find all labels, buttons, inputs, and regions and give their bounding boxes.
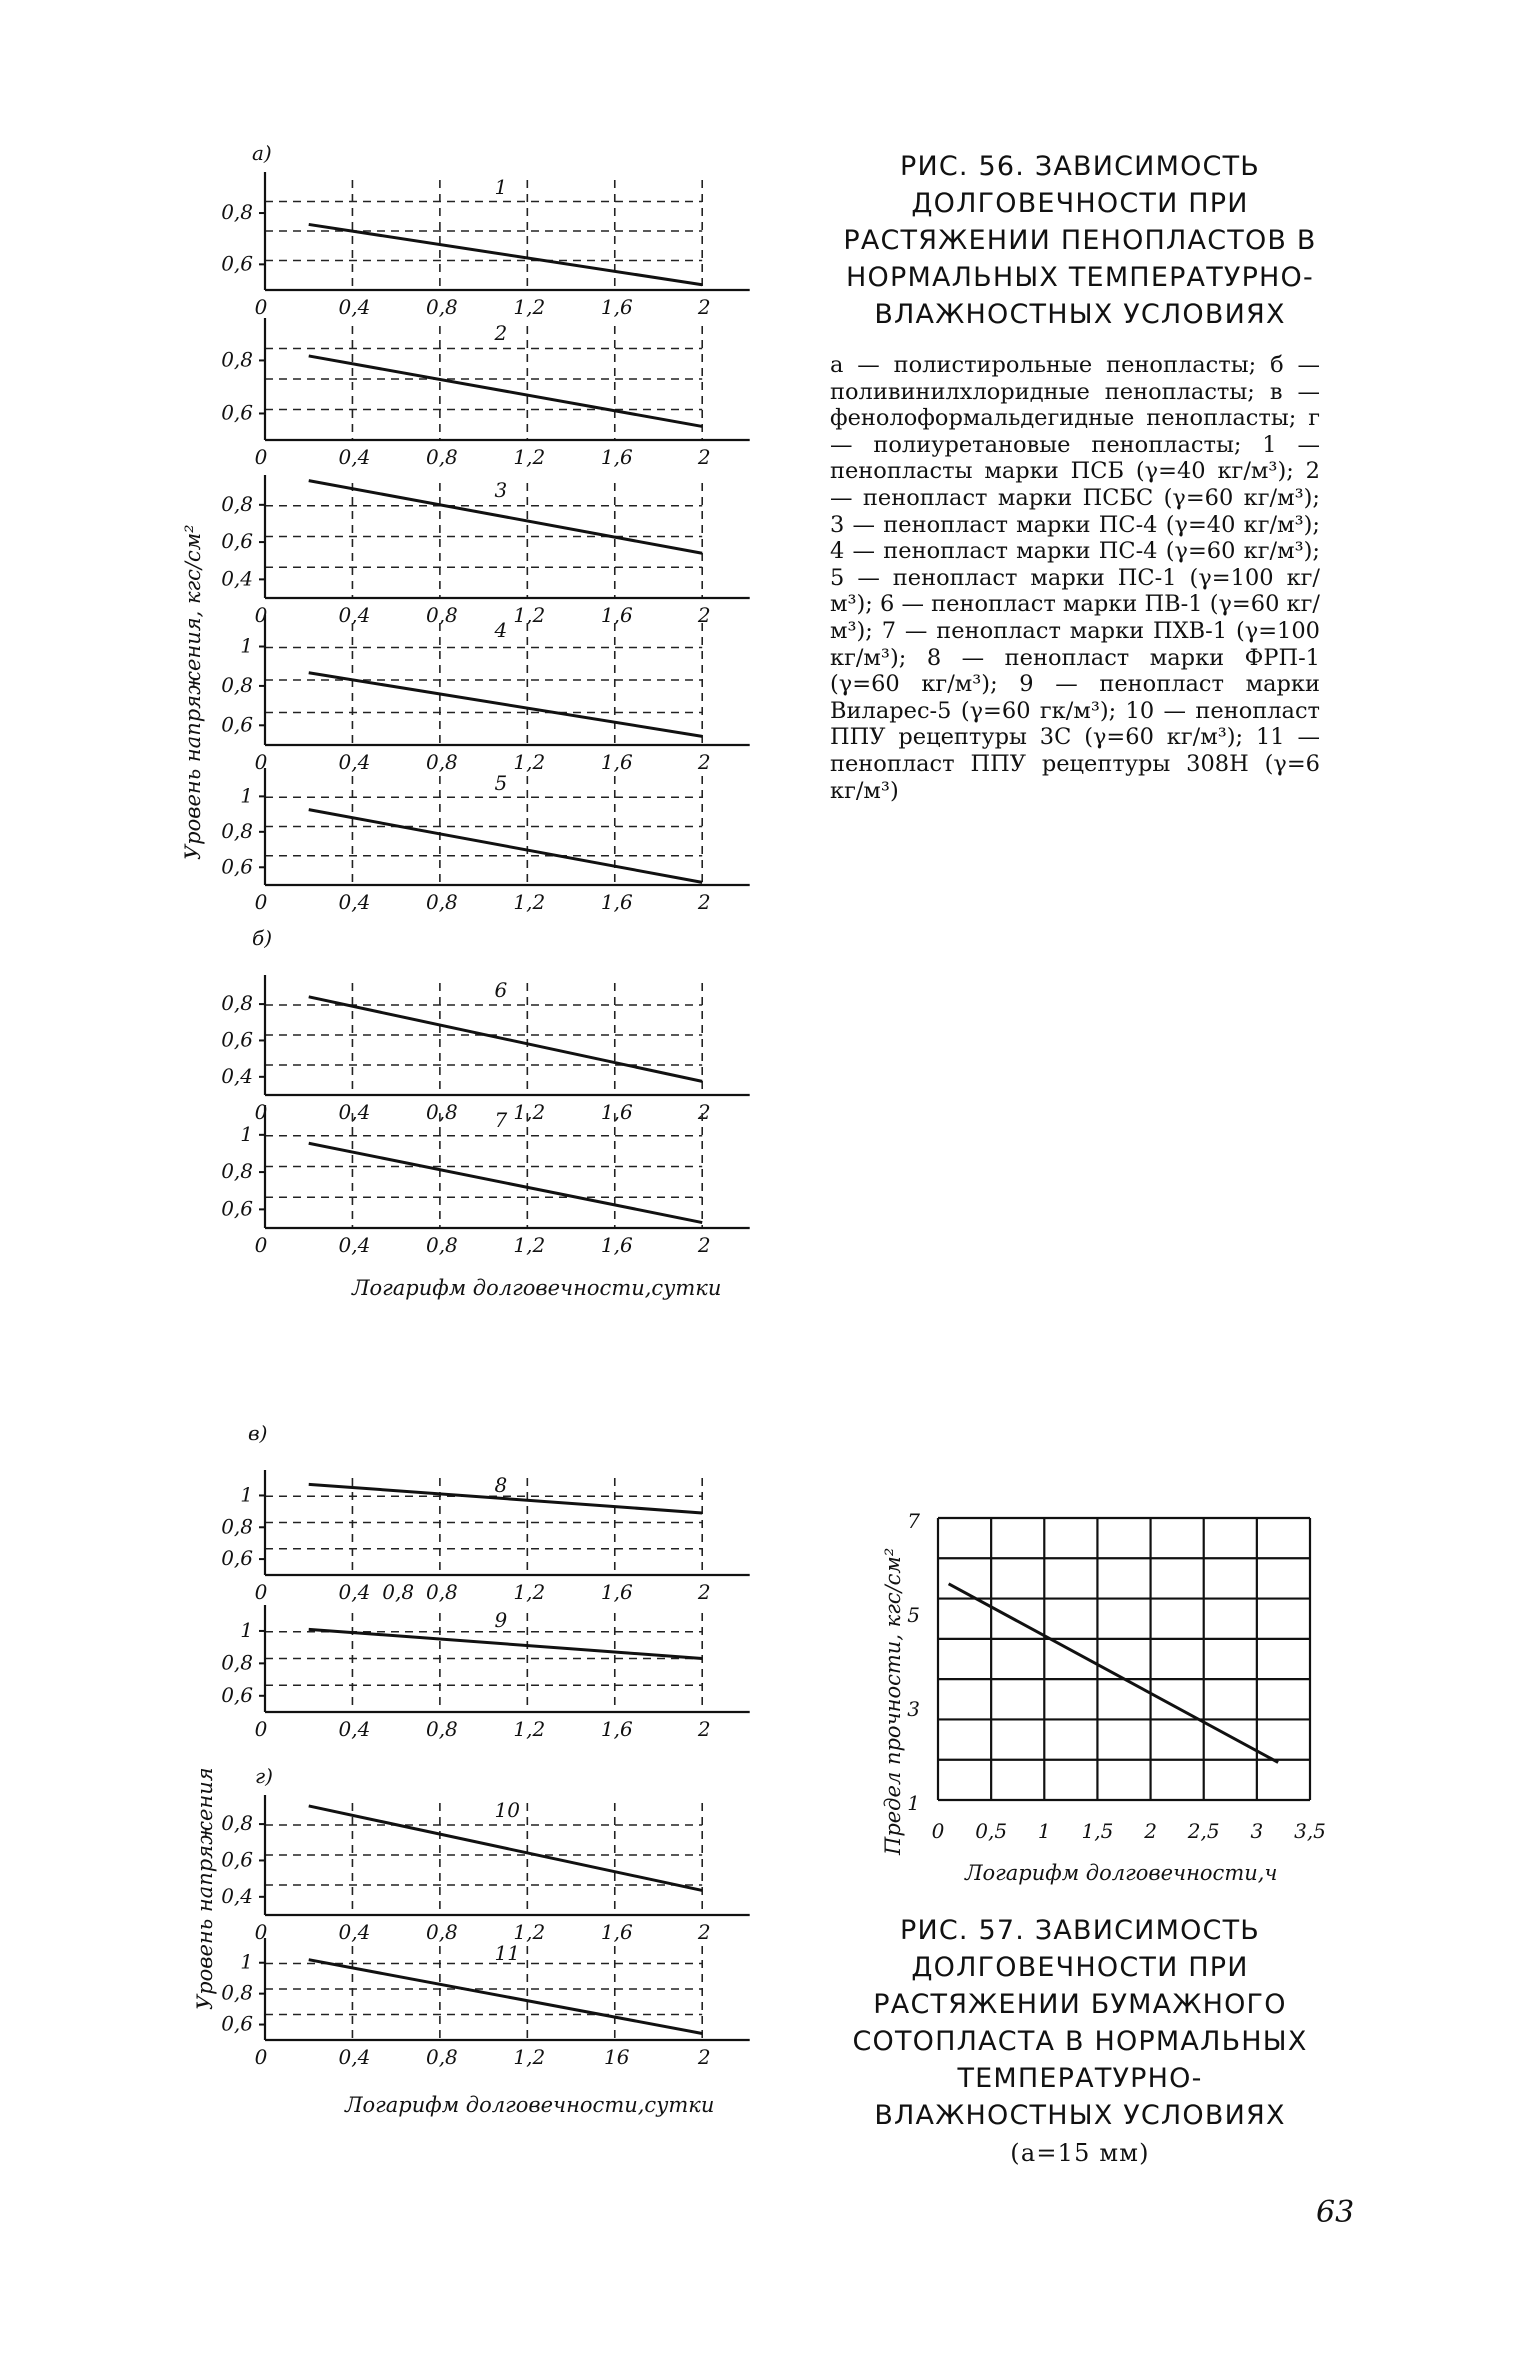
x-tick-label: 0 bbox=[254, 1717, 268, 1741]
fig56-xlabel-ab: Логарифм долговечности,сутки bbox=[352, 1276, 722, 1300]
x-tick-label: 0 bbox=[254, 1100, 268, 1124]
curve-label-11: 11 bbox=[494, 1941, 520, 1965]
chart-4 bbox=[221, 615, 750, 774]
x-tick-label: 1,6 bbox=[600, 1717, 633, 1741]
chart-2 bbox=[221, 318, 750, 469]
chart-5 bbox=[221, 768, 750, 914]
y-tick-label: 0,8 bbox=[221, 1980, 253, 2005]
x-tick-label: 1,6 bbox=[600, 295, 633, 319]
curve-label-8: 8 bbox=[494, 1473, 508, 1497]
x-tick-label: 0,4 bbox=[338, 1920, 371, 1944]
chart-6 bbox=[221, 926, 750, 1124]
y-tick-label: 7 bbox=[907, 1509, 920, 1533]
y-tick-label: 0,6 bbox=[221, 854, 253, 879]
x-tick-label: 2 bbox=[697, 445, 711, 469]
x-tick-label: 0,8 bbox=[425, 445, 458, 469]
series-line-4 bbox=[309, 673, 702, 737]
series-line-1 bbox=[309, 224, 702, 284]
series-line-11 bbox=[309, 1960, 702, 2034]
x-tick-label: 1,2 bbox=[513, 445, 546, 469]
series-line-5 bbox=[309, 810, 702, 883]
x-tick-label: 1,2 bbox=[513, 295, 546, 319]
x-tick-label: 0,8 bbox=[425, 2045, 458, 2069]
y-tick-label: 0,6 bbox=[221, 251, 253, 276]
y-tick-label: 0,8 bbox=[221, 347, 253, 372]
chart-8 bbox=[221, 1421, 750, 1604]
chart-9 bbox=[221, 1605, 750, 1741]
x-tick-label: 2 bbox=[697, 1100, 711, 1124]
curve-label-9: 9 bbox=[494, 1608, 508, 1632]
series-line-7 bbox=[309, 1143, 702, 1222]
fig56-ylabel-ab: Уровень напряжения, кгс/см² bbox=[181, 524, 205, 860]
x-tick-label: 1,2 bbox=[513, 1233, 546, 1257]
y-tick-label: 0,6 bbox=[221, 400, 253, 425]
group-label: а) bbox=[252, 141, 272, 165]
chart-1 bbox=[221, 141, 750, 319]
x-tick-label: 1,5 bbox=[1081, 1819, 1114, 1843]
chart-11 bbox=[221, 1938, 750, 2069]
fig57-caption-text: РИС. 57. ЗАВИСИМОСТЬ ДОЛГОВЕЧНОСТИ ПРИ РАСТЯЖЕНИИ БУМАЖНОГО СОТОПЛАСТА В НОРМАЛЬНЫХ ТЕМПЕРАТУРНО-ВЛАЖНОСТНЫХ УСЛОВИЯХ bbox=[852, 1915, 1308, 2131]
y-tick-label: 3 bbox=[907, 1697, 920, 1721]
y-tick-label: 0,4 bbox=[221, 1063, 253, 1088]
chart-7 bbox=[221, 1105, 750, 1257]
x-tick-label: 0,8 bbox=[425, 890, 458, 914]
group-label: б) bbox=[252, 926, 273, 950]
y-tick-label: 0,8 bbox=[221, 818, 253, 843]
y-tick-label: 0,8 bbox=[221, 672, 253, 697]
x-tick-label: 0,4 bbox=[338, 445, 371, 469]
x-tick-label: 0 bbox=[254, 445, 268, 469]
curve-label-6: 6 bbox=[494, 978, 508, 1002]
group-label: г) bbox=[255, 1764, 273, 1788]
y-tick-label: 1 bbox=[240, 633, 253, 658]
x-tick-label: 0 bbox=[931, 1819, 945, 1843]
curve-label-7: 7 bbox=[494, 1108, 508, 1132]
x-tick-label: 1,2 bbox=[513, 1717, 546, 1741]
x-tick-label: 1,2 bbox=[513, 603, 546, 627]
x-tick-label: 1,6 bbox=[600, 1233, 633, 1257]
y-tick-label: 0,6 bbox=[221, 1847, 253, 1872]
x-tick-label: 0 bbox=[254, 295, 268, 319]
x-tick-label: 0,4 bbox=[338, 295, 371, 319]
x-tick-label: 0,8 bbox=[425, 295, 458, 319]
chart-10 bbox=[221, 1764, 750, 1944]
x-tick-label: 0 bbox=[254, 1920, 268, 1944]
x-tick-label: 0,8 bbox=[382, 1580, 415, 1604]
y-tick-label: 0,6 bbox=[221, 1546, 253, 1571]
y-tick-label: 0,8 bbox=[221, 491, 253, 516]
x-tick-label: 0,8 bbox=[425, 1100, 458, 1124]
curve-label-2: 2 bbox=[494, 321, 508, 345]
y-tick-label: 1 bbox=[907, 1791, 920, 1815]
x-tick-label: 1,6 bbox=[600, 1580, 633, 1604]
y-tick-label: 0,8 bbox=[221, 1514, 253, 1539]
group-label: в) bbox=[248, 1421, 268, 1445]
x-tick-label: 0 bbox=[254, 2045, 268, 2069]
y-tick-label: 0,6 bbox=[221, 2011, 253, 2036]
x-tick-label: 2 bbox=[697, 890, 711, 914]
x-tick-label: 0 bbox=[254, 1580, 268, 1604]
x-tick-label: 2 bbox=[697, 295, 711, 319]
x-tick-label: 0 bbox=[254, 603, 268, 627]
y-tick-label: 0,8 bbox=[221, 200, 253, 225]
x-tick-label: 2 bbox=[697, 2045, 711, 2069]
x-tick-label: 3 bbox=[1250, 1819, 1264, 1843]
curve-label-5: 5 bbox=[494, 771, 508, 795]
x-tick-label: 2,5 bbox=[1187, 1819, 1220, 1843]
y-tick-label: 0,8 bbox=[221, 1650, 253, 1675]
x-tick-label: 0,8 bbox=[425, 1580, 458, 1604]
series-line-9 bbox=[309, 1629, 702, 1658]
x-tick-label: 2 bbox=[697, 750, 711, 774]
x-tick-label: 3,5 bbox=[1294, 1819, 1326, 1843]
fig57-xlabel: Логарифм долговечности,ч bbox=[965, 1861, 1278, 1885]
x-tick-label: 0,8 bbox=[425, 603, 458, 627]
x-tick-label: 1,2 bbox=[513, 2045, 546, 2069]
x-tick-label: 0,8 bbox=[425, 750, 458, 774]
curve-label-10: 10 bbox=[494, 1798, 520, 1822]
fig56-caption: РИС. 56. ЗАВИСИМОСТЬ ДОЛГОВЕЧНОСТИ ПРИ РАСТЯЖЕНИИ ПЕНОПЛАСТОВ В НОРМАЛЬНЫХ ТЕМПЕРАТУРНО-ВЛАЖНОСТНЫХ УСЛОВИЯХ bbox=[843, 151, 1317, 330]
y-tick-label: 0,8 bbox=[221, 1811, 253, 1836]
x-tick-label: 1,6 bbox=[600, 890, 633, 914]
series-line-fig57 bbox=[949, 1584, 1278, 1763]
x-tick-label: 2 bbox=[697, 1233, 711, 1257]
y-tick-label: 0,4 bbox=[221, 1883, 253, 1908]
chart-3 bbox=[221, 475, 750, 627]
y-tick-label: 0,6 bbox=[221, 529, 253, 554]
x-tick-label: 0,4 bbox=[338, 750, 371, 774]
x-tick-label: 0 bbox=[254, 1233, 268, 1257]
x-tick-label: 1,6 bbox=[600, 750, 633, 774]
y-tick-label: 0,6 bbox=[221, 1027, 253, 1052]
y-tick-label: 1 bbox=[240, 1482, 253, 1507]
page-number: 63 bbox=[1316, 2195, 1355, 2230]
x-tick-label: 1,6 bbox=[600, 1920, 633, 1944]
x-tick-label: 0,4 bbox=[338, 603, 371, 627]
x-tick-label: 2 bbox=[697, 1717, 711, 1741]
y-tick-label: 0,4 bbox=[221, 566, 253, 591]
chart-fig57 bbox=[881, 1509, 1326, 1885]
y-tick-label: 5 bbox=[907, 1603, 920, 1627]
x-tick-label: 16 bbox=[604, 2045, 630, 2069]
x-tick-label: 0,4 bbox=[338, 1233, 371, 1257]
y-tick-label: 0,8 bbox=[221, 991, 253, 1016]
y-tick-label: 0,6 bbox=[221, 712, 253, 737]
x-tick-label: 0 bbox=[254, 750, 268, 774]
x-tick-label: 0,8 bbox=[425, 1233, 458, 1257]
y-tick-label: 1 bbox=[240, 1121, 253, 1146]
x-tick-label: 0,5 bbox=[975, 1819, 1008, 1843]
x-tick-label: 2 bbox=[697, 1920, 711, 1944]
x-tick-label: 1 bbox=[1037, 1819, 1051, 1843]
x-tick-label: 2 bbox=[697, 603, 711, 627]
fig56-legend: а — полистирольные пенопласты; б — поливинилхлоридные пенопласты; в — фенолоформальдегидные пенопласты; г — полиуретановые пенопласты; 1 — пенопласты марки ПСБ (γ=40 кг/м³); 2 — пенопласт марки ПСБС (γ=60 кг/м³); 3 — пенопласт марки ПС-4 (γ=40 кг/м³); 4 — пенопласт марки ПС-4 (γ=60 кг/м³); 5 — пенопласт марки ПС-1 (γ=100 кг/м³); 6 — пенопласт марки ПВ-1 (γ=60 кг/м³); 7 — пенопласт марки ПХВ-1 (γ=100 кг/м³); 8 — пенопласт марки ФРП-1 (γ=60 кг/м³); 9 — пенопласт марки Виларес-5 (γ=60 гк/м³); 10 — пенопласт ППУ рецептуры 3С (γ=60 кг/м³); 11 — пенопласт ППУ рецептуры 308Н (γ=6 кг/м³) bbox=[830, 352, 1320, 804]
x-tick-label: 1,6 bbox=[600, 445, 633, 469]
fig56-xlabel-vg: Логарифм долговечности,сутки bbox=[345, 2093, 715, 2117]
y-tick-label: 1 bbox=[240, 1949, 253, 1974]
x-tick-label: 0,4 bbox=[338, 1580, 371, 1604]
y-tick-label: 0,6 bbox=[221, 1682, 253, 1707]
x-tick-label: 2 bbox=[697, 1580, 711, 1604]
y-tick-label: 1 bbox=[240, 1617, 253, 1642]
curve-label-3: 3 bbox=[494, 478, 508, 502]
series-line-6 bbox=[309, 997, 702, 1082]
x-tick-label: 1,2 bbox=[513, 890, 546, 914]
x-tick-label: 0,8 bbox=[425, 1920, 458, 1944]
x-tick-label: 0,8 bbox=[425, 1717, 458, 1741]
fig57-ylabel: Предел прочности, кгс/см² bbox=[881, 1547, 905, 1855]
curve-label-4: 4 bbox=[494, 618, 508, 642]
x-tick-label: 1,2 bbox=[513, 1580, 546, 1604]
x-tick-label: 0,4 bbox=[338, 1100, 371, 1124]
x-tick-label: 2 bbox=[1144, 1819, 1157, 1843]
x-tick-label: 0,4 bbox=[338, 2045, 371, 2069]
fig57-caption-note: (а=15 мм) bbox=[1010, 2139, 1150, 2167]
series-line-2 bbox=[309, 356, 702, 426]
curve-label-1: 1 bbox=[494, 175, 508, 199]
fig57-caption bbox=[840, 1912, 1320, 2172]
x-tick-label: 0,4 bbox=[338, 1717, 371, 1741]
x-tick-label: 0 bbox=[254, 890, 268, 914]
y-tick-label: 0,6 bbox=[221, 1196, 253, 1221]
x-tick-label: 1,2 bbox=[513, 1920, 546, 1944]
fig56-ylabel-vg: Уровень напряжения bbox=[193, 1767, 217, 2010]
x-tick-label: 1,2 bbox=[513, 750, 546, 774]
x-tick-label: 1,2 bbox=[513, 1100, 546, 1124]
x-tick-label: 1,6 bbox=[600, 1100, 633, 1124]
y-tick-label: 0,8 bbox=[221, 1159, 253, 1184]
x-tick-label: 0,4 bbox=[338, 890, 371, 914]
y-tick-label: 1 bbox=[240, 783, 253, 808]
x-tick-label: 1,6 bbox=[600, 603, 633, 627]
